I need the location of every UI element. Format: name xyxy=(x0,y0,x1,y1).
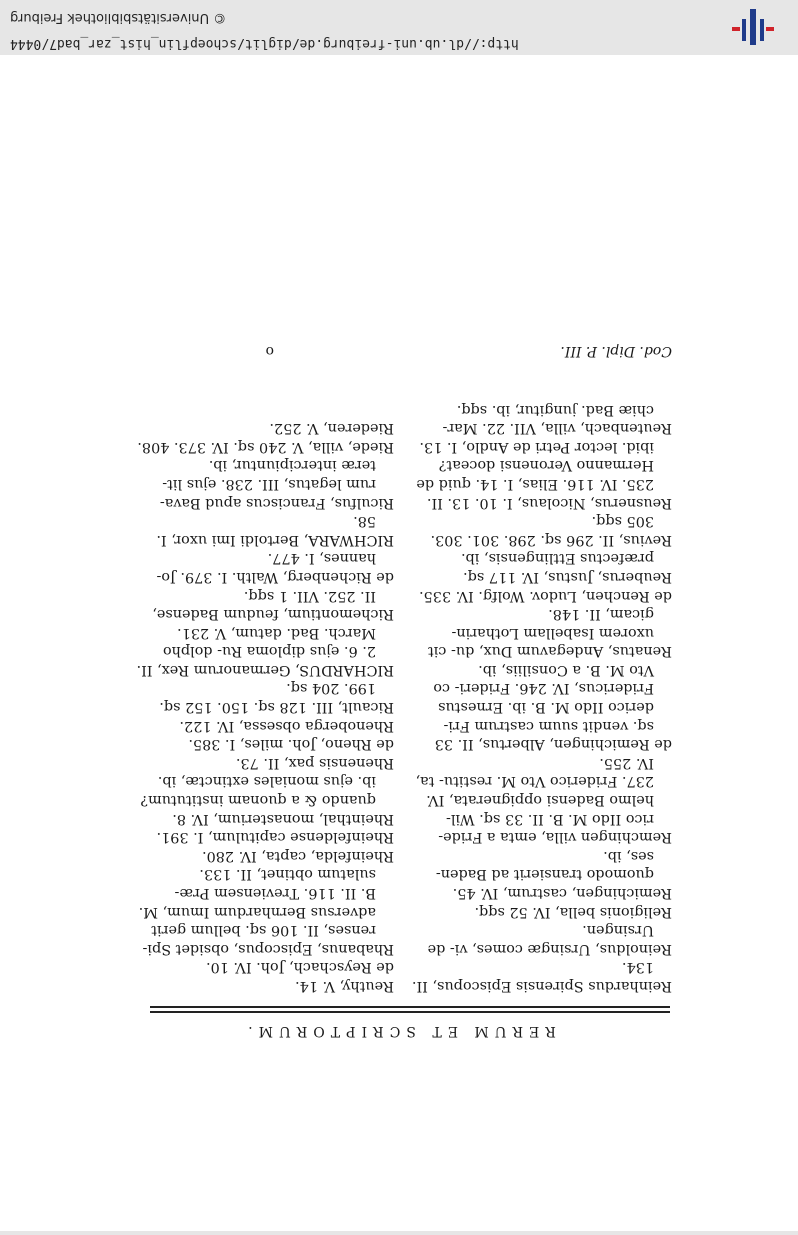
index-entry: Ricault, III. 128 sq. 150. 152 sq. 199. 204 sq. xyxy=(159,680,394,716)
running-head: RERUM ET SCRIPTORUM. xyxy=(242,1023,556,1039)
signature-mark: Cod. Dipl. P. III. xyxy=(560,343,672,359)
index-entry: Reinhardus Spirensis Episcopus, II. 134. xyxy=(411,959,672,994)
index-entry: Rheinfelda, capta, IV. 280. xyxy=(202,847,394,864)
document-page xyxy=(126,319,672,1039)
index-entry: Reuberus, Justus, IV. 117 sq. præfectus Ettlingensis, ib. xyxy=(461,550,672,585)
index-entry: Richemontium, feudum Badense, II. 252. VII. 1 sqq. xyxy=(152,587,394,623)
index-entry: RICHWARA, Bertoldi Imi uxor, I. 58. xyxy=(156,513,394,548)
index-entry: de Remichingen, Albertus, II. 33 sq. vendit suum castrum Fri- derico IIdo M. B. ib. Ernestus Fridericus, IV. 246. Frideri- co Vto M. B. a Consiliis, ib. xyxy=(433,661,672,753)
index-entry: Remichingen, castrum, IV. 45. quomodo transierit ad Baden- ses, ib. xyxy=(435,847,672,902)
index-entry: RICHARDUS, Germanorum Rex, II. 2. 6. ejus diploma Ru- dolpho March. Bad. datum, V. 231. xyxy=(136,624,394,678)
ub-freiburg-logo-icon xyxy=(730,9,774,45)
index-entry: Remchingen villa, emta a Fride- rico IIdo M. B. II. 33 sq. Wil- helmo Badensi oppignerata, IV. 237. Friderico Vto M. restitu- ta, IV. 255. xyxy=(415,754,672,846)
bottom-strip xyxy=(0,1231,798,1235)
index-entry: de Richenberg, Walth. I. 379. Jo- hannes, I. 477. xyxy=(156,550,394,585)
index-entry: de Rheno, Joh. miles, I. 385. xyxy=(188,736,394,753)
index-entry: Riculfus, Franciscus apud Bava- rum legatus, III. 238. ejus lit- teræ intercipiuntur, ib. xyxy=(159,457,394,511)
index-entry: Reuthy, V. 14. xyxy=(295,978,394,994)
index-entry: Rheinfeldense capitulum, I. 391. xyxy=(156,829,394,846)
rule-bottom xyxy=(150,1006,670,1008)
index-entry: Riede, villa, V. 240 sq. IV. 373. 408. xyxy=(137,438,394,455)
index-entry: de Reyschach, Joh. IV. 10. xyxy=(206,959,394,976)
index-entry: Rheinthal, monasterium, IV. 8. quando & a quonam institutum? ib. ejus moniales extinctæ, ib. xyxy=(140,773,394,827)
index-entry: Reinoldus, Ursingæ comes, vi- de Ursingen. xyxy=(427,922,672,957)
index-entry: Rhenoberga obsessa, IV. 122. xyxy=(179,717,394,734)
right-column xyxy=(132,419,394,995)
left-column xyxy=(410,400,672,995)
index-entry: Religionis bella, IV. 52 sqq. xyxy=(474,903,672,920)
index-entry: Revius, II. 296 sq. 298. 301. 303. 305 sqq. xyxy=(430,513,672,548)
index-entry: de Renchen, Ludov. Wolfg. IV. 335. xyxy=(419,587,672,604)
viewer-header xyxy=(0,0,798,55)
index-entry: Rhabanus, Episcopus, obsidet Spi- renses, II. 106 sq. bellum gerit adversus Bernhardum Imum, M. B. II. 116. Treviensem Præ- sulatum obtinet, II. 133. xyxy=(138,866,394,957)
rule-top xyxy=(150,1011,670,1013)
index-entry: Reutenbach, villa, VII. 22. Mar- chiæ Bad. jungitur, ib. sqq. xyxy=(442,401,672,437)
catchword: o xyxy=(265,343,274,359)
index-entry: Reusnerus, Nicolaus, I. 10. 13. II. 235. IV. 116. Elias, I. 14. quid de Hermanno Veronensi doceat? ibid. lector Petri de Andlo, I. 13. xyxy=(416,438,672,511)
copyright-notice: © Universitätsbibliothek Freiburg xyxy=(10,10,227,25)
index-entry: Riederen, V. 252. xyxy=(269,420,394,437)
permalink-url[interactable]: http://dl.ub.uni-freiburg.de/diglit/schoepflin_hist_zar_bad7/0444 xyxy=(10,36,519,51)
index-entry: Renatus, Andegavum Dux, du- cit uxorem Isabellam Lotharin- gicam, II. 148. xyxy=(427,606,672,660)
index-entry: Rhenensis pax, II. 73. xyxy=(235,754,394,771)
